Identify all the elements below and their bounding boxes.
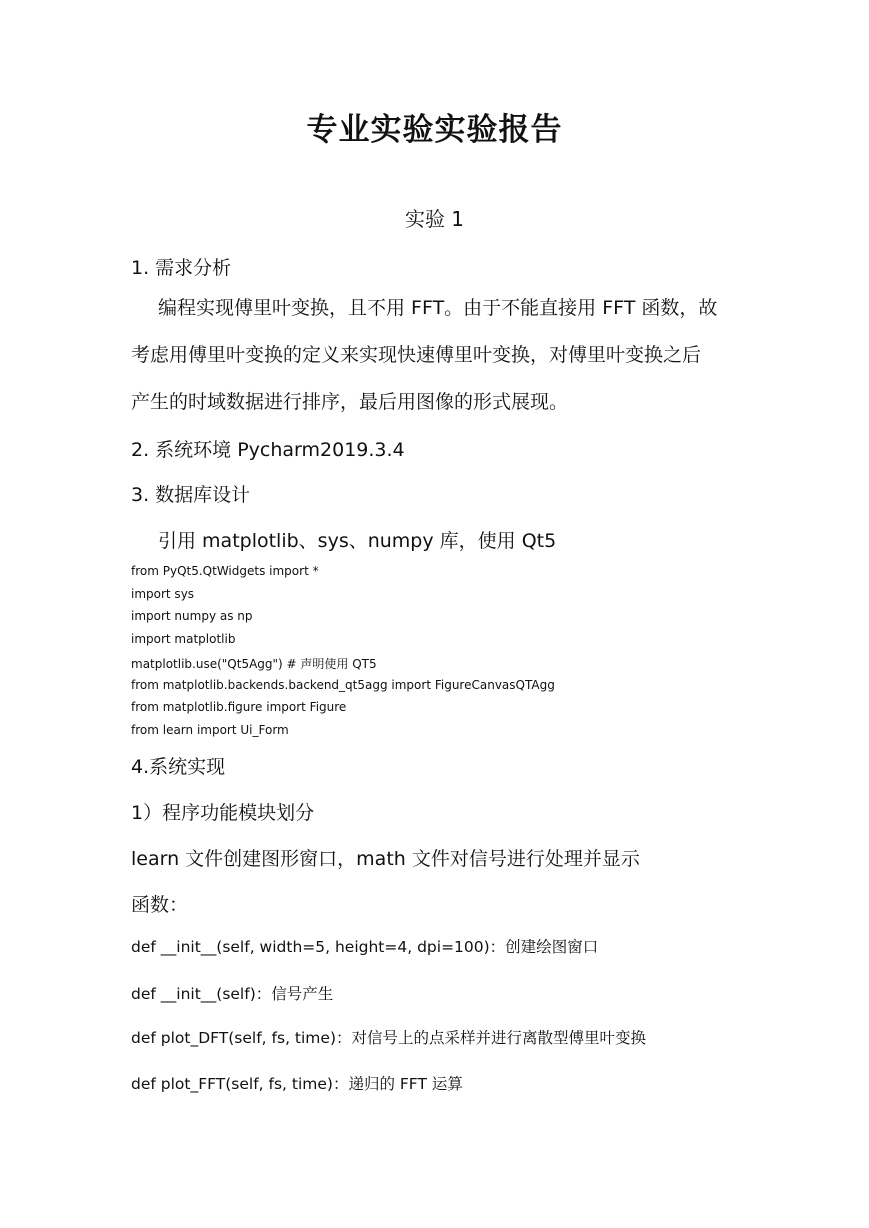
function-item: def plot_FFT(self, fs, time)：递归的 FFT 运算: [131, 1075, 463, 1093]
code-line: import sys: [131, 587, 195, 601]
function-item: def __init__(self)：信号产生: [131, 985, 334, 1003]
code-line: from matplotlib.figure import Figure: [131, 700, 347, 714]
section-heading-requirements: 1. 需求分析: [131, 257, 232, 279]
code-line: import numpy as np: [131, 609, 253, 623]
modules-description: learn 文件创建图形窗口，math 文件对信号进行处理并显示: [131, 848, 640, 870]
paragraph-line: 产生的时域数据进行排序，最后用图像的形式展现。: [131, 391, 569, 413]
code-line: from learn import Ui_Form: [131, 723, 289, 737]
page-title: 专业实验实验报告: [306, 112, 563, 148]
section-heading-database: 3. 数据库设计: [131, 484, 251, 506]
function-item: def __init__(self, width=5, height=4, dpi=100)：创建绘图窗口: [131, 938, 599, 956]
paragraph-line: 考虑用傅里叶变换的定义来实现快速傅里叶变换，对傅里叶变换之后: [131, 344, 702, 366]
code-line: matplotlib.use("Qt5Agg") # 声明使用 QT5: [131, 657, 377, 671]
code-line: from PyQt5.QtWidgets import *: [131, 564, 319, 578]
section-heading-implementation: 4.系统实现: [131, 756, 226, 778]
code-line: from matplotlib.backends.backend_qt5agg import FigureCanvasQTAgg: [131, 678, 555, 692]
libraries-intro: 引用 matplotlib、sys、numpy 库，使用 Qt5: [158, 530, 557, 552]
section-heading-environment: 2. 系统环境 Pycharm2019.3.4: [131, 439, 405, 461]
function-item: def plot_DFT(self, fs, time)：对信号上的点采样并进行离散型傅里叶变换: [131, 1029, 646, 1047]
functions-label: 函数：: [131, 894, 189, 916]
experiment-subtitle: 实验 1: [404, 207, 465, 231]
requirements-paragraph: [131, 285, 738, 426]
paragraph-line: 编程实现傅里叶变换，且不用 FFT。由于不能直接用 FFT 函数，故: [158, 297, 718, 319]
code-line: import matplotlib: [131, 632, 236, 646]
subsection-heading-modules: 1）程序功能模块划分: [131, 802, 315, 824]
